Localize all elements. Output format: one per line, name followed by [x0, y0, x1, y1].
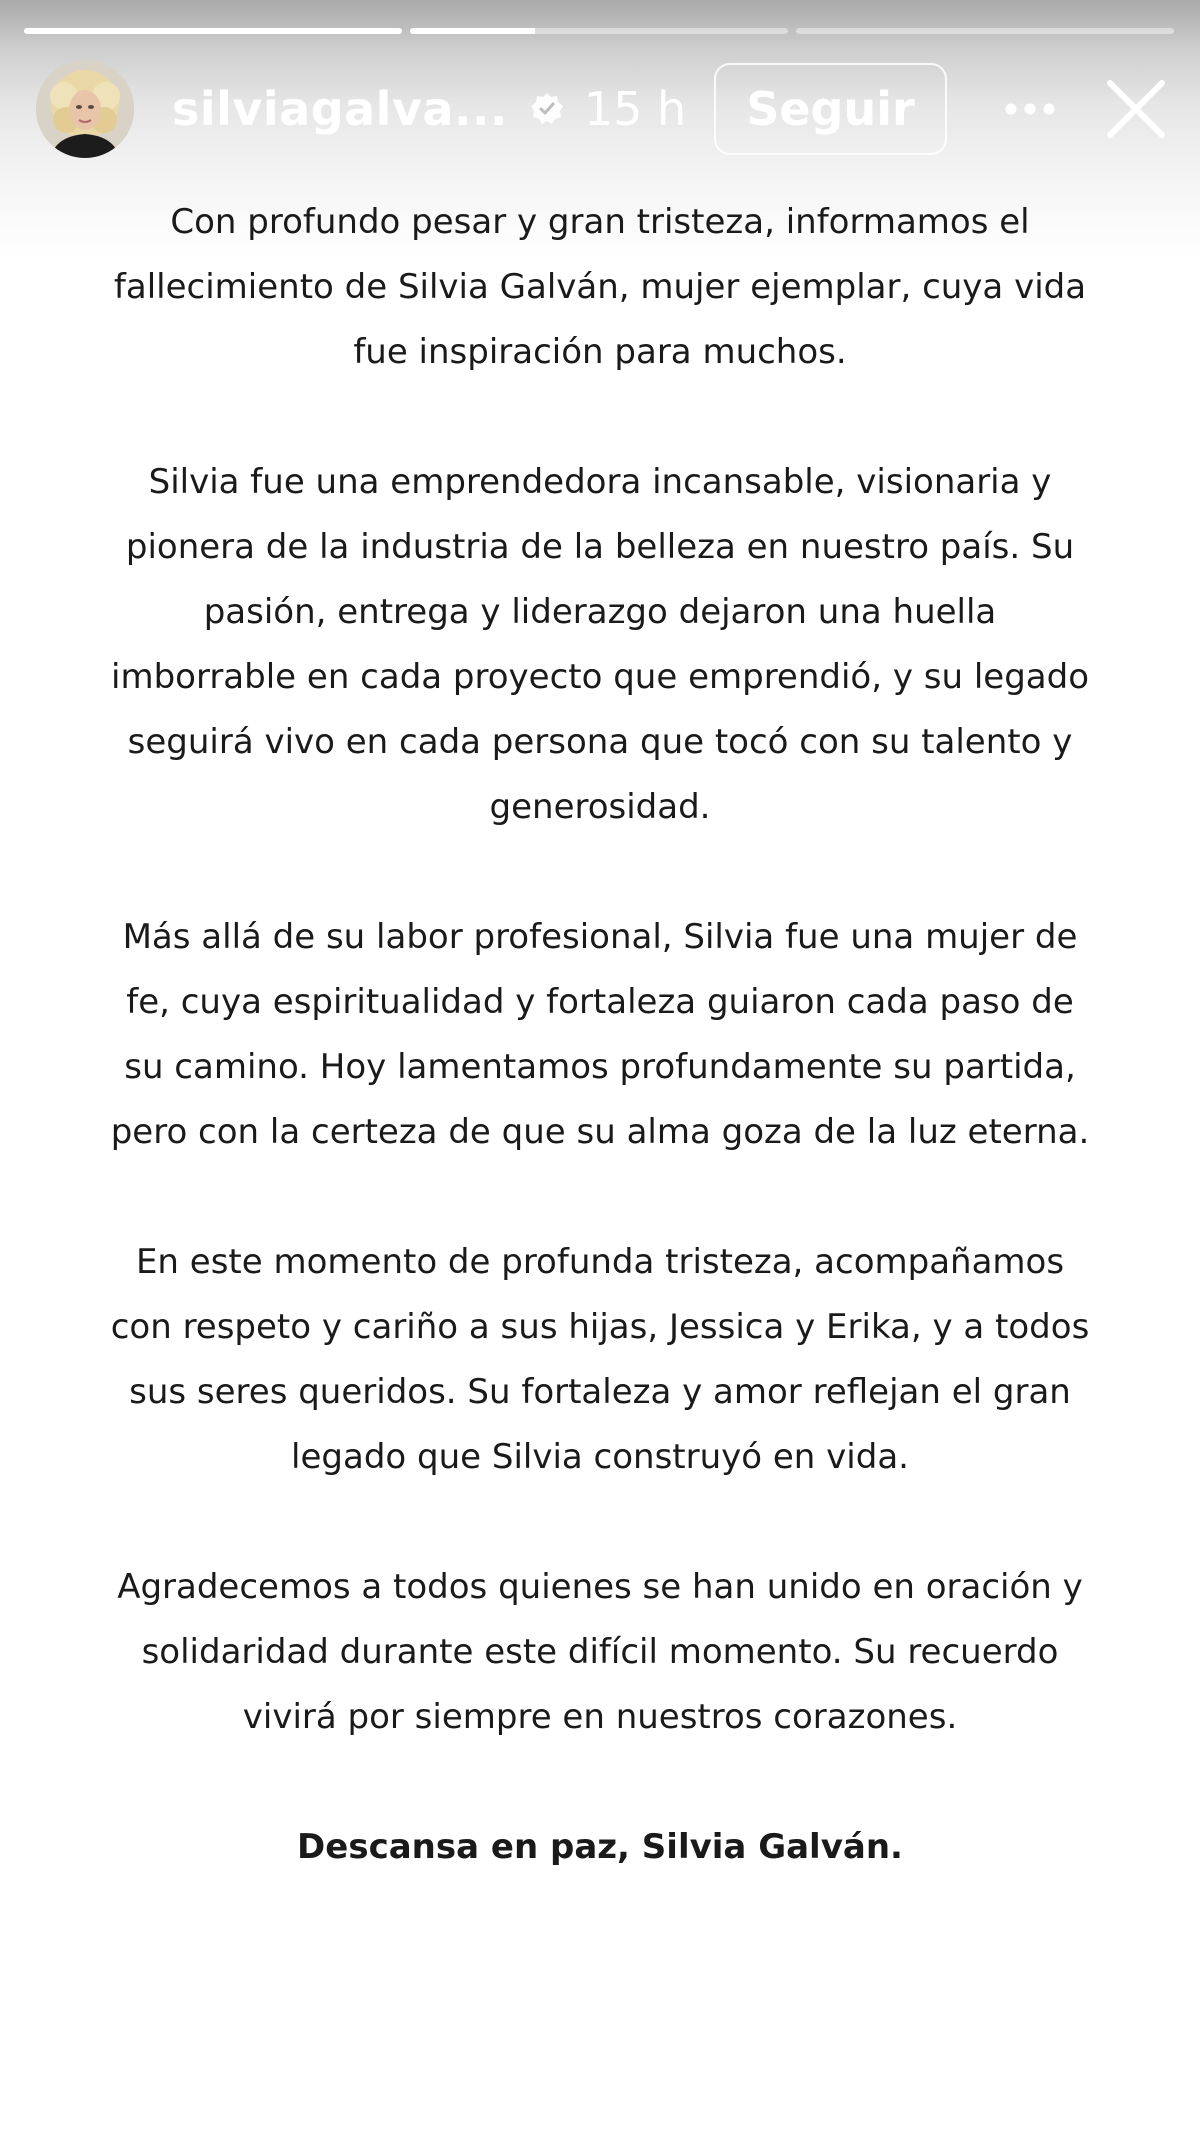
paragraph-2: Silvia fue una emprendedora incansable, visionaria y pionera de la industria de la belleza en nuestro país. Su pasión, entrega y liderazgo dejaron una huella imborrable en cada proyecto que emprendió, y su legado seguirá vivo en cada persona que tocó con su talento y generosidad.	[111, 462, 1089, 827]
paragraph-1: Con profundo pesar y gran tristeza, informamos el fallecimiento de Silvia Galván, mujer ejemplar, cuya vida fue inspiración para muchos.	[113, 202, 1087, 372]
verified-badge-icon	[530, 92, 564, 126]
username[interactable]: silviagalva...	[172, 82, 508, 136]
post-time: 15 h	[583, 82, 687, 136]
follow-button[interactable]: Seguir	[714, 63, 946, 155]
avatar[interactable]	[36, 60, 134, 158]
story-progress-bar	[24, 28, 1174, 34]
avatar-image-icon	[36, 60, 134, 158]
close-icon	[1105, 78, 1167, 140]
progress-segment-3	[796, 28, 1174, 34]
story-header	[36, 58, 1176, 160]
progress-segment-2	[410, 28, 788, 34]
more-icon	[1004, 102, 1056, 116]
paragraph-4: En este momento de profunda tristeza, acompañamos con respeto y cariño a sus hijas, Jessica y Erika, y a todos sus seres queridos. Su fortaleza y amor reflejan el gran legado que Silvia construyó en vida.	[110, 1242, 1090, 1477]
progress-segment-1	[24, 28, 402, 34]
story-text-content	[110, 190, 1090, 1945]
close-button[interactable]	[1096, 69, 1176, 149]
more-options-button[interactable]	[990, 69, 1070, 149]
paragraph-3: Más allá de su labor profesional, Silvia fue una mujer de fe, cuya espiritualidad y fortaleza guiaron cada paso de su camino. Hoy lamentamos profundamente su partida, pero con la certeza de que su alma goza de la luz eterna.	[110, 917, 1090, 1152]
closing-line: Descansa en paz, Silvia Galván.	[297, 1827, 903, 1867]
paragraph-5: Agradecemos a todos quienes se han unido en oración y solidaridad durante este difícil momento. Su recuerdo vivirá por siempre en nuestros corazones.	[117, 1567, 1083, 1737]
